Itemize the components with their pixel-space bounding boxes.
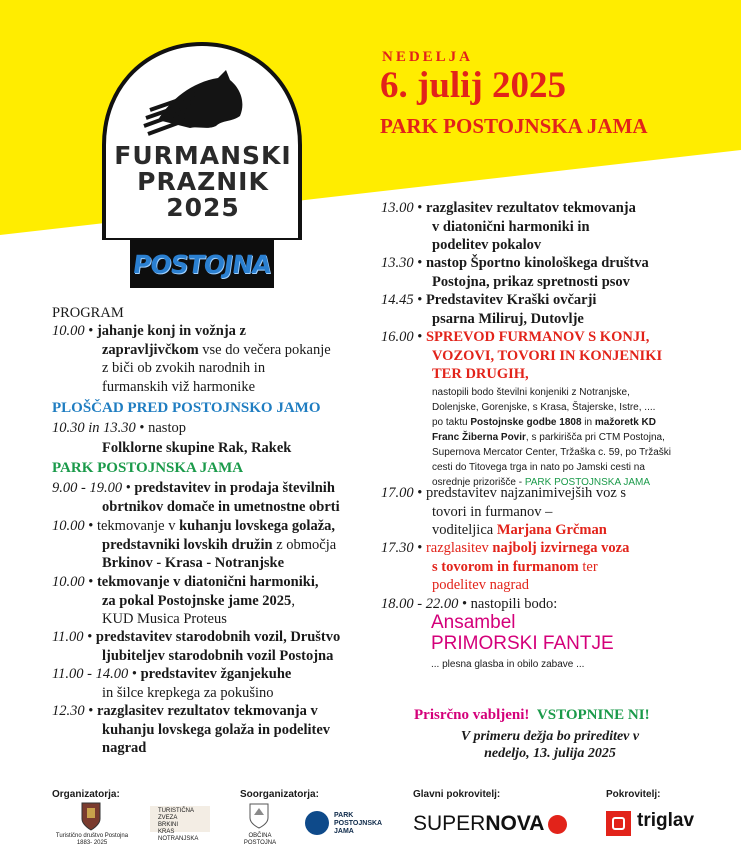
entry-obrtniki: 9.00 - 19.00 • predstavitev in prodaja številnih obrtnikov domače in umetnostne obrti bbox=[52, 480, 340, 515]
header-place: PARK POSTOJNSKA JAMA bbox=[380, 114, 648, 138]
park-postojnska-jama-logo-icon bbox=[305, 811, 329, 835]
td-postojna-logo-icon bbox=[80, 801, 102, 831]
entry-najbolj-izvirni-voz: 17.30 • razglasitev najbolj izvirnega voza s tovorom in furmanom ter podelitev nagrad bbox=[381, 540, 630, 593]
band-line-2: PRIMORSKI FANTJE bbox=[431, 633, 614, 654]
entry-razglasitev-golaz: 12.30 • razglasitev rezultatov tekmovanja v kuhanju lovskega golaža in podelitev nagrad bbox=[52, 703, 331, 756]
organizers-label: Organizatorja: bbox=[52, 789, 120, 800]
entry-koncert: 18.00 - 22.00 • nastopili bodo: bbox=[381, 596, 558, 612]
program-first-entry: 10.00 • jahanje konj in vožnja z zapravljivčkom vse do večera pokanje z biči ob zvokih narodnih in furmanskih viž harmonike bbox=[52, 323, 331, 395]
entry-sprevod: 16.00 • SPREVOD FURMANOV S KONJI, VOZOVI, TOVORI IN KONJENIKI TER DRUGIH, nastopili bodo številni konjeniki z Notranjske, Dolenjske, Gorenjske, s Krasa, Štajerske, Istre, .... po taktu Postojnske godbe 1808 in mažoretk KD Franc Žiberna Povir, s parkirišča pri CTM Postojna, Supernova Mercator Center, Tržaška c. 59, po Tržaški cesti do Titovega trga in nato po Jamski cesti na osrednje prizorišče - PARK POSTOJNSKA JAMA bbox=[381, 329, 671, 488]
header-day: NEDELJA bbox=[382, 49, 474, 65]
park-postojnska-jama-logo-text: PARK POSTOJNSKA JAMA bbox=[334, 812, 383, 835]
entry-kinoloski: 13.30 • nastop Športno kinološkega društva Postojna, prikaz spretnosti psov bbox=[381, 255, 649, 290]
entry-ovcarji: 14.45 • Predstavitev Kraški ovčarji psarna Miliruj, Dutovlje bbox=[381, 292, 597, 327]
band-name bbox=[431, 612, 614, 654]
coorganizers-label: Soorganizatorja: bbox=[240, 789, 319, 800]
section-park: PARK POSTOJNSKA JAMA bbox=[52, 460, 244, 476]
logo-line-2: PRAZNIK bbox=[137, 167, 269, 196]
band-line-1: Ansambel bbox=[431, 612, 516, 633]
triglav-logo-icon bbox=[606, 811, 631, 836]
obcina-postojna-crest-icon bbox=[249, 803, 269, 829]
supernova-logo: SUPERNOVA bbox=[413, 812, 545, 835]
obcina-caption: OBČINA POSTOJNA bbox=[243, 833, 277, 846]
postojna-brand-logo bbox=[130, 240, 274, 288]
header-date: 6. julij 2025 bbox=[380, 65, 567, 106]
entry-voz-s-tovori: 17.00 • predstavitev najzanimivejših voz s tovori in furmanov – voditeljica Marjana Grčman bbox=[381, 485, 627, 538]
entry-zganjekuha: 11.00 - 14.00 • predstavitev žganjekuhe in šilce krepkega za pokušino bbox=[52, 666, 292, 701]
main-sponsor-label: Glavni pokrovitelj: bbox=[413, 789, 501, 800]
triglav-logo-text: triglav bbox=[637, 810, 695, 831]
sponsor-label: Pokrovitelj: bbox=[606, 789, 661, 800]
td-postojna-caption: Turistično društvo Postojna 1883- 2025 bbox=[55, 833, 129, 846]
program-title: PROGRAM bbox=[52, 305, 124, 321]
rain-notice: V primeru dežja bo prireditev v nedeljo, 13. julija 2025 bbox=[460, 729, 640, 761]
entry-harmonika: 10.00 • tekmovanje v diatonični harmoniki, za pokal Postojnske jame 2025, KUD Musica Proteus bbox=[52, 574, 319, 627]
postojna-brand-text: POSTOJNA bbox=[131, 249, 273, 279]
tz-bkn-logo: TURISTIČNA ZVEZA BRKINI KRAS NOTRANJSKA bbox=[150, 806, 210, 832]
entry-folklore: 10.30 in 13.30 • nastop Folklorne skupine Rak, Rakek bbox=[52, 420, 292, 456]
supernova-dot-icon bbox=[548, 815, 567, 834]
logo-title bbox=[108, 143, 298, 221]
entry-golaz: 10.00 • tekmovanje v kuhanju lovskega golaža, predstavniki lovskih družin z območja Brkinov - Krasa - Notranjske bbox=[52, 518, 337, 571]
logo-line-1: FURMANSKI bbox=[114, 141, 292, 170]
logo-line-3: 2025 bbox=[166, 193, 240, 222]
welcome-line: Prisrčno vabljeni! VSTOPNINE NI! bbox=[414, 707, 650, 723]
band-note: ... plesna glasba in obilo zabave ... bbox=[431, 659, 585, 670]
entry-razglasitev-harmonika: 13.00 • razglasitev rezultatov tekmovanja v diatonični harmoniki in podelitev pokalov bbox=[381, 200, 636, 253]
entry-starodobna: 11.00 • predstavitev starodobnih vozil, Društvo ljubiteljev starodobnih vozil Postojna bbox=[52, 629, 341, 664]
section-ploscad: PLOŠČAD PRED POSTOJNSKO JAMO bbox=[52, 400, 321, 416]
